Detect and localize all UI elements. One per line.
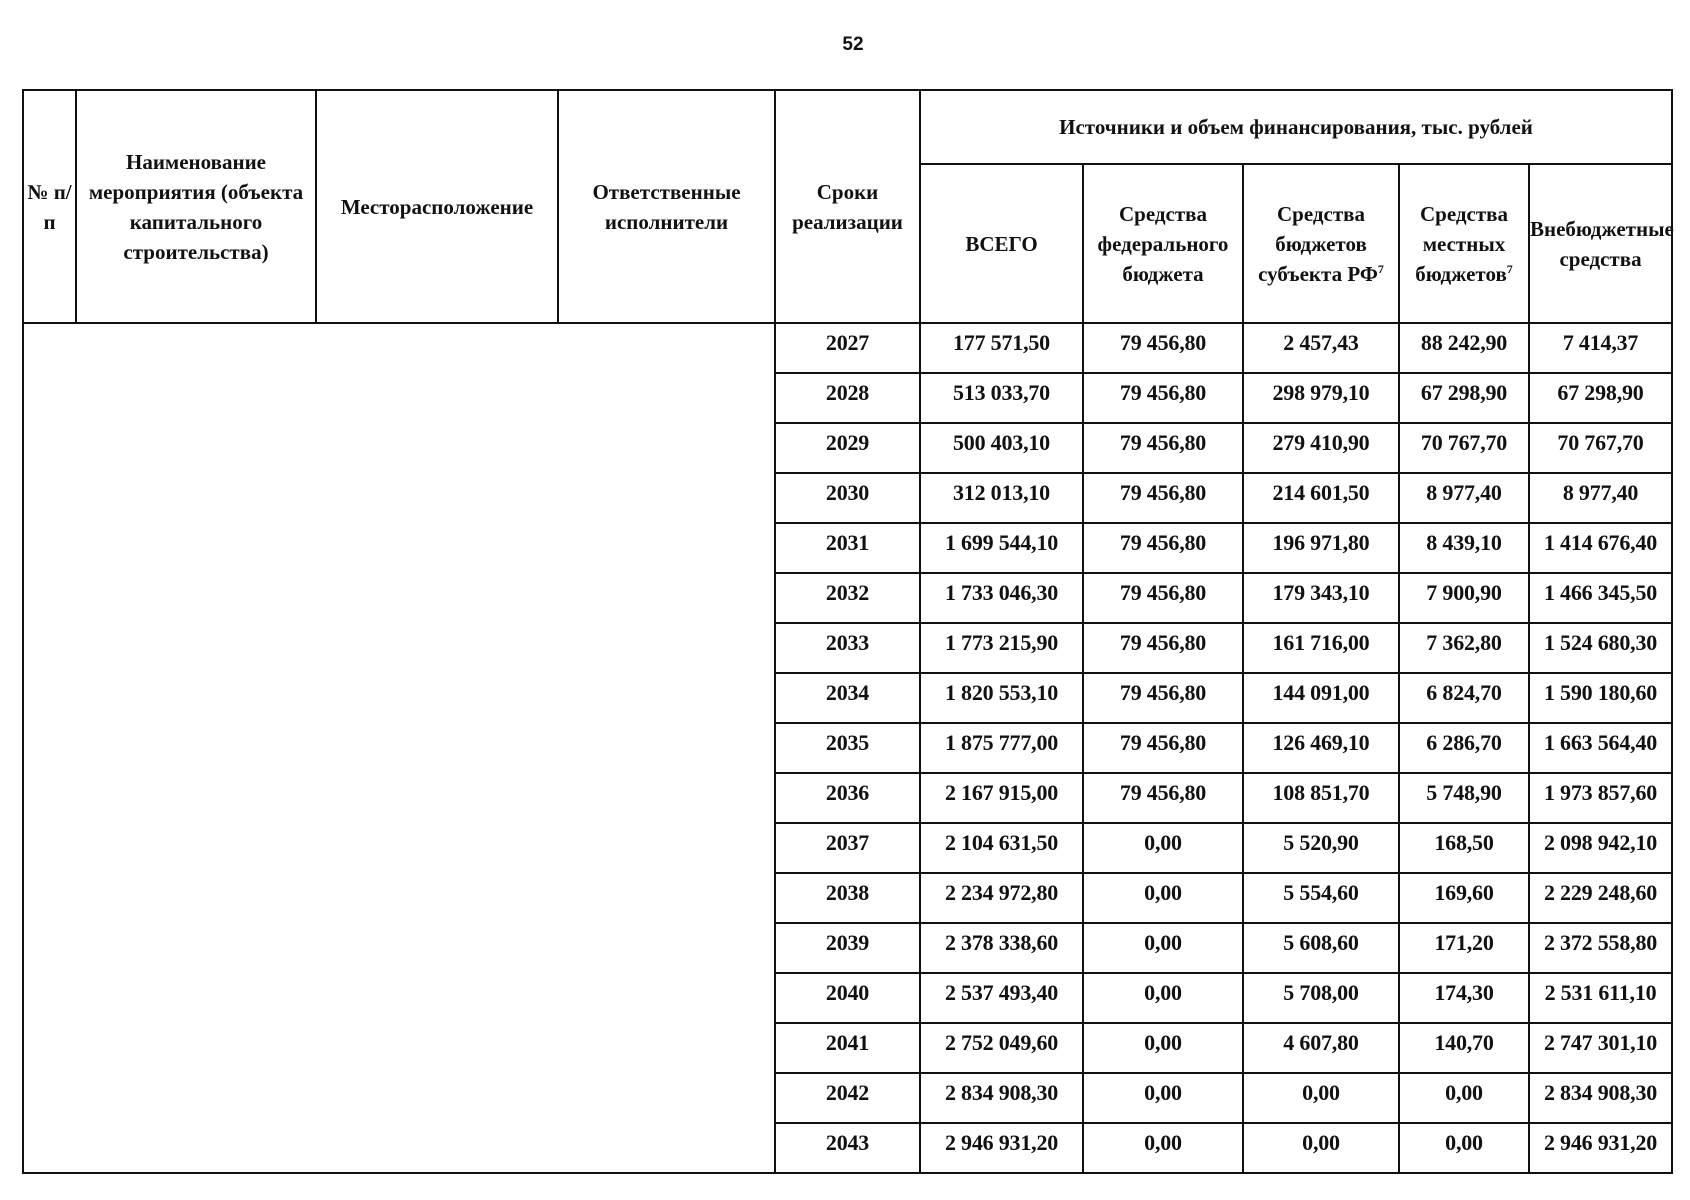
cell-total: 1 773 215,90 — [920, 623, 1083, 673]
cell-year: 2031 — [775, 523, 920, 573]
cell-total: 500 403,10 — [920, 423, 1083, 473]
cell-regional: 144 091,00 — [1243, 673, 1399, 723]
cell-federal: 0,00 — [1083, 1023, 1243, 1073]
cell-local: 0,00 — [1399, 1123, 1529, 1173]
header-regional-label: Средства бюджетов субъекта РФ — [1258, 201, 1378, 286]
cell-local: 8 439,10 — [1399, 523, 1529, 573]
cell-regional: 5 608,60 — [1243, 923, 1399, 973]
header-extrabudgetary: Внебюджетные средства — [1529, 164, 1672, 323]
header-sources: Источники и объем финансирования, тыс. рублей — [920, 90, 1672, 164]
cell-year: 2036 — [775, 773, 920, 823]
cell-extrabudgetary: 2 531 611,10 — [1529, 973, 1672, 1023]
cell-federal: 79 456,80 — [1083, 523, 1243, 573]
header-regional — [1243, 164, 1399, 323]
cell-extrabudgetary: 70 767,70 — [1529, 423, 1672, 473]
cell-total: 513 033,70 — [920, 373, 1083, 423]
cell-regional: 161 716,00 — [1243, 623, 1399, 673]
header-local — [1399, 164, 1529, 323]
cell-federal: 79 456,80 — [1083, 773, 1243, 823]
cell-federal: 0,00 — [1083, 823, 1243, 873]
cell-local: 140,70 — [1399, 1023, 1529, 1073]
header-regional-footnote: 7 — [1377, 261, 1384, 276]
cell-extrabudgetary: 1 590 180,60 — [1529, 673, 1672, 723]
cell-regional: 2 457,43 — [1243, 323, 1399, 373]
cell-total: 2 167 915,00 — [920, 773, 1083, 823]
cell-local: 6 286,70 — [1399, 723, 1529, 773]
cell-local: 5 748,90 — [1399, 773, 1529, 823]
cell-federal: 0,00 — [1083, 1123, 1243, 1173]
cell-year: 2041 — [775, 1023, 920, 1073]
cell-year: 2034 — [775, 673, 920, 723]
cell-extrabudgetary: 1 973 857,60 — [1529, 773, 1672, 823]
cell-local: 88 242,90 — [1399, 323, 1529, 373]
cell-year: 2038 — [775, 873, 920, 923]
cell-regional: 279 410,90 — [1243, 423, 1399, 473]
cell-year: 2029 — [775, 423, 920, 473]
cell-extrabudgetary: 8 977,40 — [1529, 473, 1672, 523]
cell-regional: 5 520,90 — [1243, 823, 1399, 873]
cell-total: 2 834 908,30 — [920, 1073, 1083, 1123]
cell-federal: 79 456,80 — [1083, 473, 1243, 523]
cell-regional: 108 851,70 — [1243, 773, 1399, 823]
cell-total: 1 699 544,10 — [920, 523, 1083, 573]
cell-total: 2 378 338,60 — [920, 923, 1083, 973]
header-responsible: Ответственные исполнители — [558, 90, 775, 323]
table-row — [23, 323, 1672, 373]
cell-year: 2028 — [775, 373, 920, 423]
cell-local: 0,00 — [1399, 1073, 1529, 1123]
cell-extrabudgetary: 1 663 564,40 — [1529, 723, 1672, 773]
cell-local: 7 362,80 — [1399, 623, 1529, 673]
cell-federal: 79 456,80 — [1083, 623, 1243, 673]
financing-table — [22, 89, 1673, 1174]
cell-year: 2037 — [775, 823, 920, 873]
cell-extrabudgetary: 2 834 908,30 — [1529, 1073, 1672, 1123]
cell-extrabudgetary: 2 747 301,10 — [1529, 1023, 1672, 1073]
cell-regional: 126 469,10 — [1243, 723, 1399, 773]
cell-extrabudgetary: 1 466 345,50 — [1529, 573, 1672, 623]
cell-regional: 298 979,10 — [1243, 373, 1399, 423]
cell-extrabudgetary: 1 524 680,30 — [1529, 623, 1672, 673]
empty-merged-cell — [23, 323, 775, 1173]
cell-year: 2043 — [775, 1123, 920, 1173]
cell-regional: 214 601,50 — [1243, 473, 1399, 523]
cell-federal: 79 456,80 — [1083, 323, 1243, 373]
cell-year: 2027 — [775, 323, 920, 373]
cell-extrabudgetary: 2 098 942,10 — [1529, 823, 1672, 873]
cell-year: 2032 — [775, 573, 920, 623]
header-location: Месторасположение — [316, 90, 558, 323]
cell-local: 168,50 — [1399, 823, 1529, 873]
cell-federal: 79 456,80 — [1083, 573, 1243, 623]
cell-local: 171,20 — [1399, 923, 1529, 973]
table-body — [23, 323, 1672, 1173]
cell-extrabudgetary: 2 372 558,80 — [1529, 923, 1672, 973]
cell-regional: 196 971,80 — [1243, 523, 1399, 573]
cell-local: 7 900,90 — [1399, 573, 1529, 623]
cell-extrabudgetary: 7 414,37 — [1529, 323, 1672, 373]
cell-total: 1 820 553,10 — [920, 673, 1083, 723]
cell-year: 2030 — [775, 473, 920, 523]
cell-extrabudgetary: 1 414 676,40 — [1529, 523, 1672, 573]
header-name: Наименование мероприятия (объекта капитального строительства) — [76, 90, 316, 323]
cell-federal: 79 456,80 — [1083, 373, 1243, 423]
cell-total: 2 946 931,20 — [920, 1123, 1083, 1173]
cell-local: 8 977,40 — [1399, 473, 1529, 523]
cell-year: 2040 — [775, 973, 920, 1023]
cell-federal: 79 456,80 — [1083, 673, 1243, 723]
header-local-footnote: 7 — [1506, 261, 1513, 276]
cell-total: 1 875 777,00 — [920, 723, 1083, 773]
cell-total: 312 013,10 — [920, 473, 1083, 523]
cell-regional: 179 343,10 — [1243, 573, 1399, 623]
cell-regional: 5 708,00 — [1243, 973, 1399, 1023]
cell-extrabudgetary: 2 946 931,20 — [1529, 1123, 1672, 1173]
cell-year: 2042 — [775, 1073, 920, 1123]
cell-federal: 79 456,80 — [1083, 723, 1243, 773]
cell-regional: 4 607,80 — [1243, 1023, 1399, 1073]
header-local-label: Средства местных бюджетов — [1415, 201, 1508, 286]
header-period: Сроки реализации — [775, 90, 920, 323]
cell-year: 2033 — [775, 623, 920, 673]
cell-regional: 5 554,60 — [1243, 873, 1399, 923]
cell-local: 70 767,70 — [1399, 423, 1529, 473]
cell-local: 6 824,70 — [1399, 673, 1529, 723]
cell-federal: 79 456,80 — [1083, 423, 1243, 473]
cell-regional: 0,00 — [1243, 1073, 1399, 1123]
cell-total: 2 537 493,40 — [920, 973, 1083, 1023]
cell-local: 174,30 — [1399, 973, 1529, 1023]
cell-federal: 0,00 — [1083, 973, 1243, 1023]
cell-total: 2 104 631,50 — [920, 823, 1083, 873]
cell-extrabudgetary: 67 298,90 — [1529, 373, 1672, 423]
cell-extrabudgetary: 2 229 248,60 — [1529, 873, 1672, 923]
header-federal: Средства федерального бюджета — [1083, 164, 1243, 323]
cell-federal: 0,00 — [1083, 923, 1243, 973]
cell-federal: 0,00 — [1083, 1073, 1243, 1123]
cell-total: 2 234 972,80 — [920, 873, 1083, 923]
header-total: ВСЕГО — [920, 164, 1083, 323]
cell-total: 2 752 049,60 — [920, 1023, 1083, 1073]
cell-year: 2039 — [775, 923, 920, 973]
cell-federal: 0,00 — [1083, 873, 1243, 923]
cell-total: 1 733 046,30 — [920, 573, 1083, 623]
cell-year: 2035 — [775, 723, 920, 773]
cell-local: 67 298,90 — [1399, 373, 1529, 423]
cell-regional: 0,00 — [1243, 1123, 1399, 1173]
header-number: № п/п — [23, 90, 76, 323]
cell-local: 169,60 — [1399, 873, 1529, 923]
cell-total: 177 571,50 — [920, 323, 1083, 373]
page-number: 52 — [842, 34, 864, 55]
